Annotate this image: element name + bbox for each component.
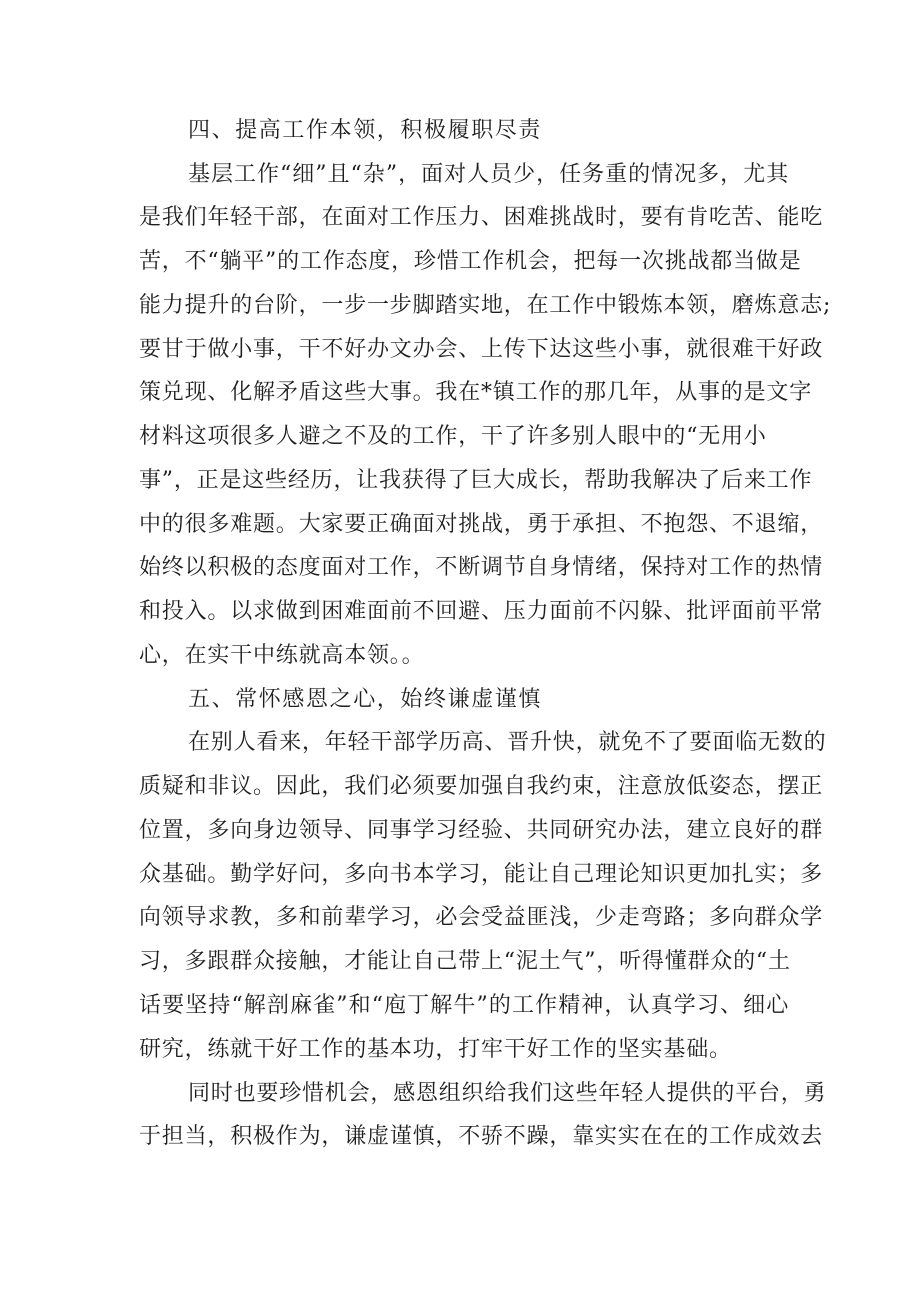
paragraph-line: 能力提升的台阶，一步一步脚踏实地，在工作中锻炼本领，磨炼意志; (139, 293, 832, 318)
paragraph-line: 于担当，积极作为，谦虚谨慎，不骄不躁，靠实实在在的工作成效去 (139, 1124, 824, 1149)
paragraph-line: 众基础。勤学好问，多向书本学习，能让自己理论知识更加扎实；多 (139, 862, 824, 887)
paragraph-line: 始终以积极的态度面对工作，不断调节自身情绪，保持对工作的热情 (139, 555, 824, 580)
paragraph-line: 事”，正是这些经历，让我获得了巨大成长，帮助我解决了后来工作 (139, 468, 813, 493)
paragraph-line: 研究，练就干好工作的基本功，打牢干好工作的坚实基础。 (139, 1037, 732, 1062)
paragraph-line: 心，在实干中练就高本领。。 (139, 643, 425, 668)
paragraph-line: 向领导求教，多和前辈学习，必会受益匪浅，少走弯路；多向群众学 (139, 905, 824, 930)
paragraph-line: 位置，多向身边领导、同事学习经验、共同研究办法，建立良好的群 (139, 818, 824, 843)
paragraph-line: 习，多跟群众接触，才能让自己带上“泥土气”，听得懂群众的“土 (139, 949, 791, 974)
section-heading-5: 五、常怀感恩之心，始终谦虚谨慎 (188, 687, 543, 712)
paragraph-line: 要甘于做小事，干不好办文办会、上传下达这些小事，就很难干好政 (139, 337, 824, 362)
paragraph-line: 材料这项很多人避之不及的工作，干了许多别人眼中的“无用小 (139, 424, 767, 449)
paragraph-line: 中的很多难题。大家要正确面对挑战，勇于承担、不抱怨、不退缩， (139, 512, 824, 537)
paragraph-line: 在别人看来，年轻干部学历高、晋升快，就免不了要面临无数的 (188, 730, 827, 755)
paragraph-line: 同时也要珍惜机会，感恩组织给我们这些年轻人提供的平台，勇 (188, 1081, 827, 1106)
paragraph-line: 苦，不“躺平”的工作态度，珍惜工作机会，把每一次挑战都当做是 (139, 249, 802, 274)
paragraph-line: 基层工作“细”且“杂”，面对人员少，任务重的情况多，尤其 (188, 162, 789, 187)
paragraph-line: 质疑和非议。因此，我们必须要加强自我约束，注意放低姿态，摆正 (139, 774, 824, 799)
paragraph-line: 和投入。以求做到困难面前不回避、压力面前不闪躲、批评面前平常 (139, 599, 824, 624)
section-heading-4: 四、提高工作本领，积极履职尽责 (188, 118, 543, 143)
paragraph-line: 策兑现、化解矛盾这些大事。我在*镇工作的那几年，从事的是文字 (139, 380, 813, 405)
paragraph-line: 是我们年轻干部，在面对工作压力、困难挑战时，要有肯吃苦、能吃 (139, 205, 824, 230)
paragraph-line: 话要坚持“解剖麻雀”和“庖丁解牛”的工作精神，认真学习、细心 (139, 993, 789, 1018)
